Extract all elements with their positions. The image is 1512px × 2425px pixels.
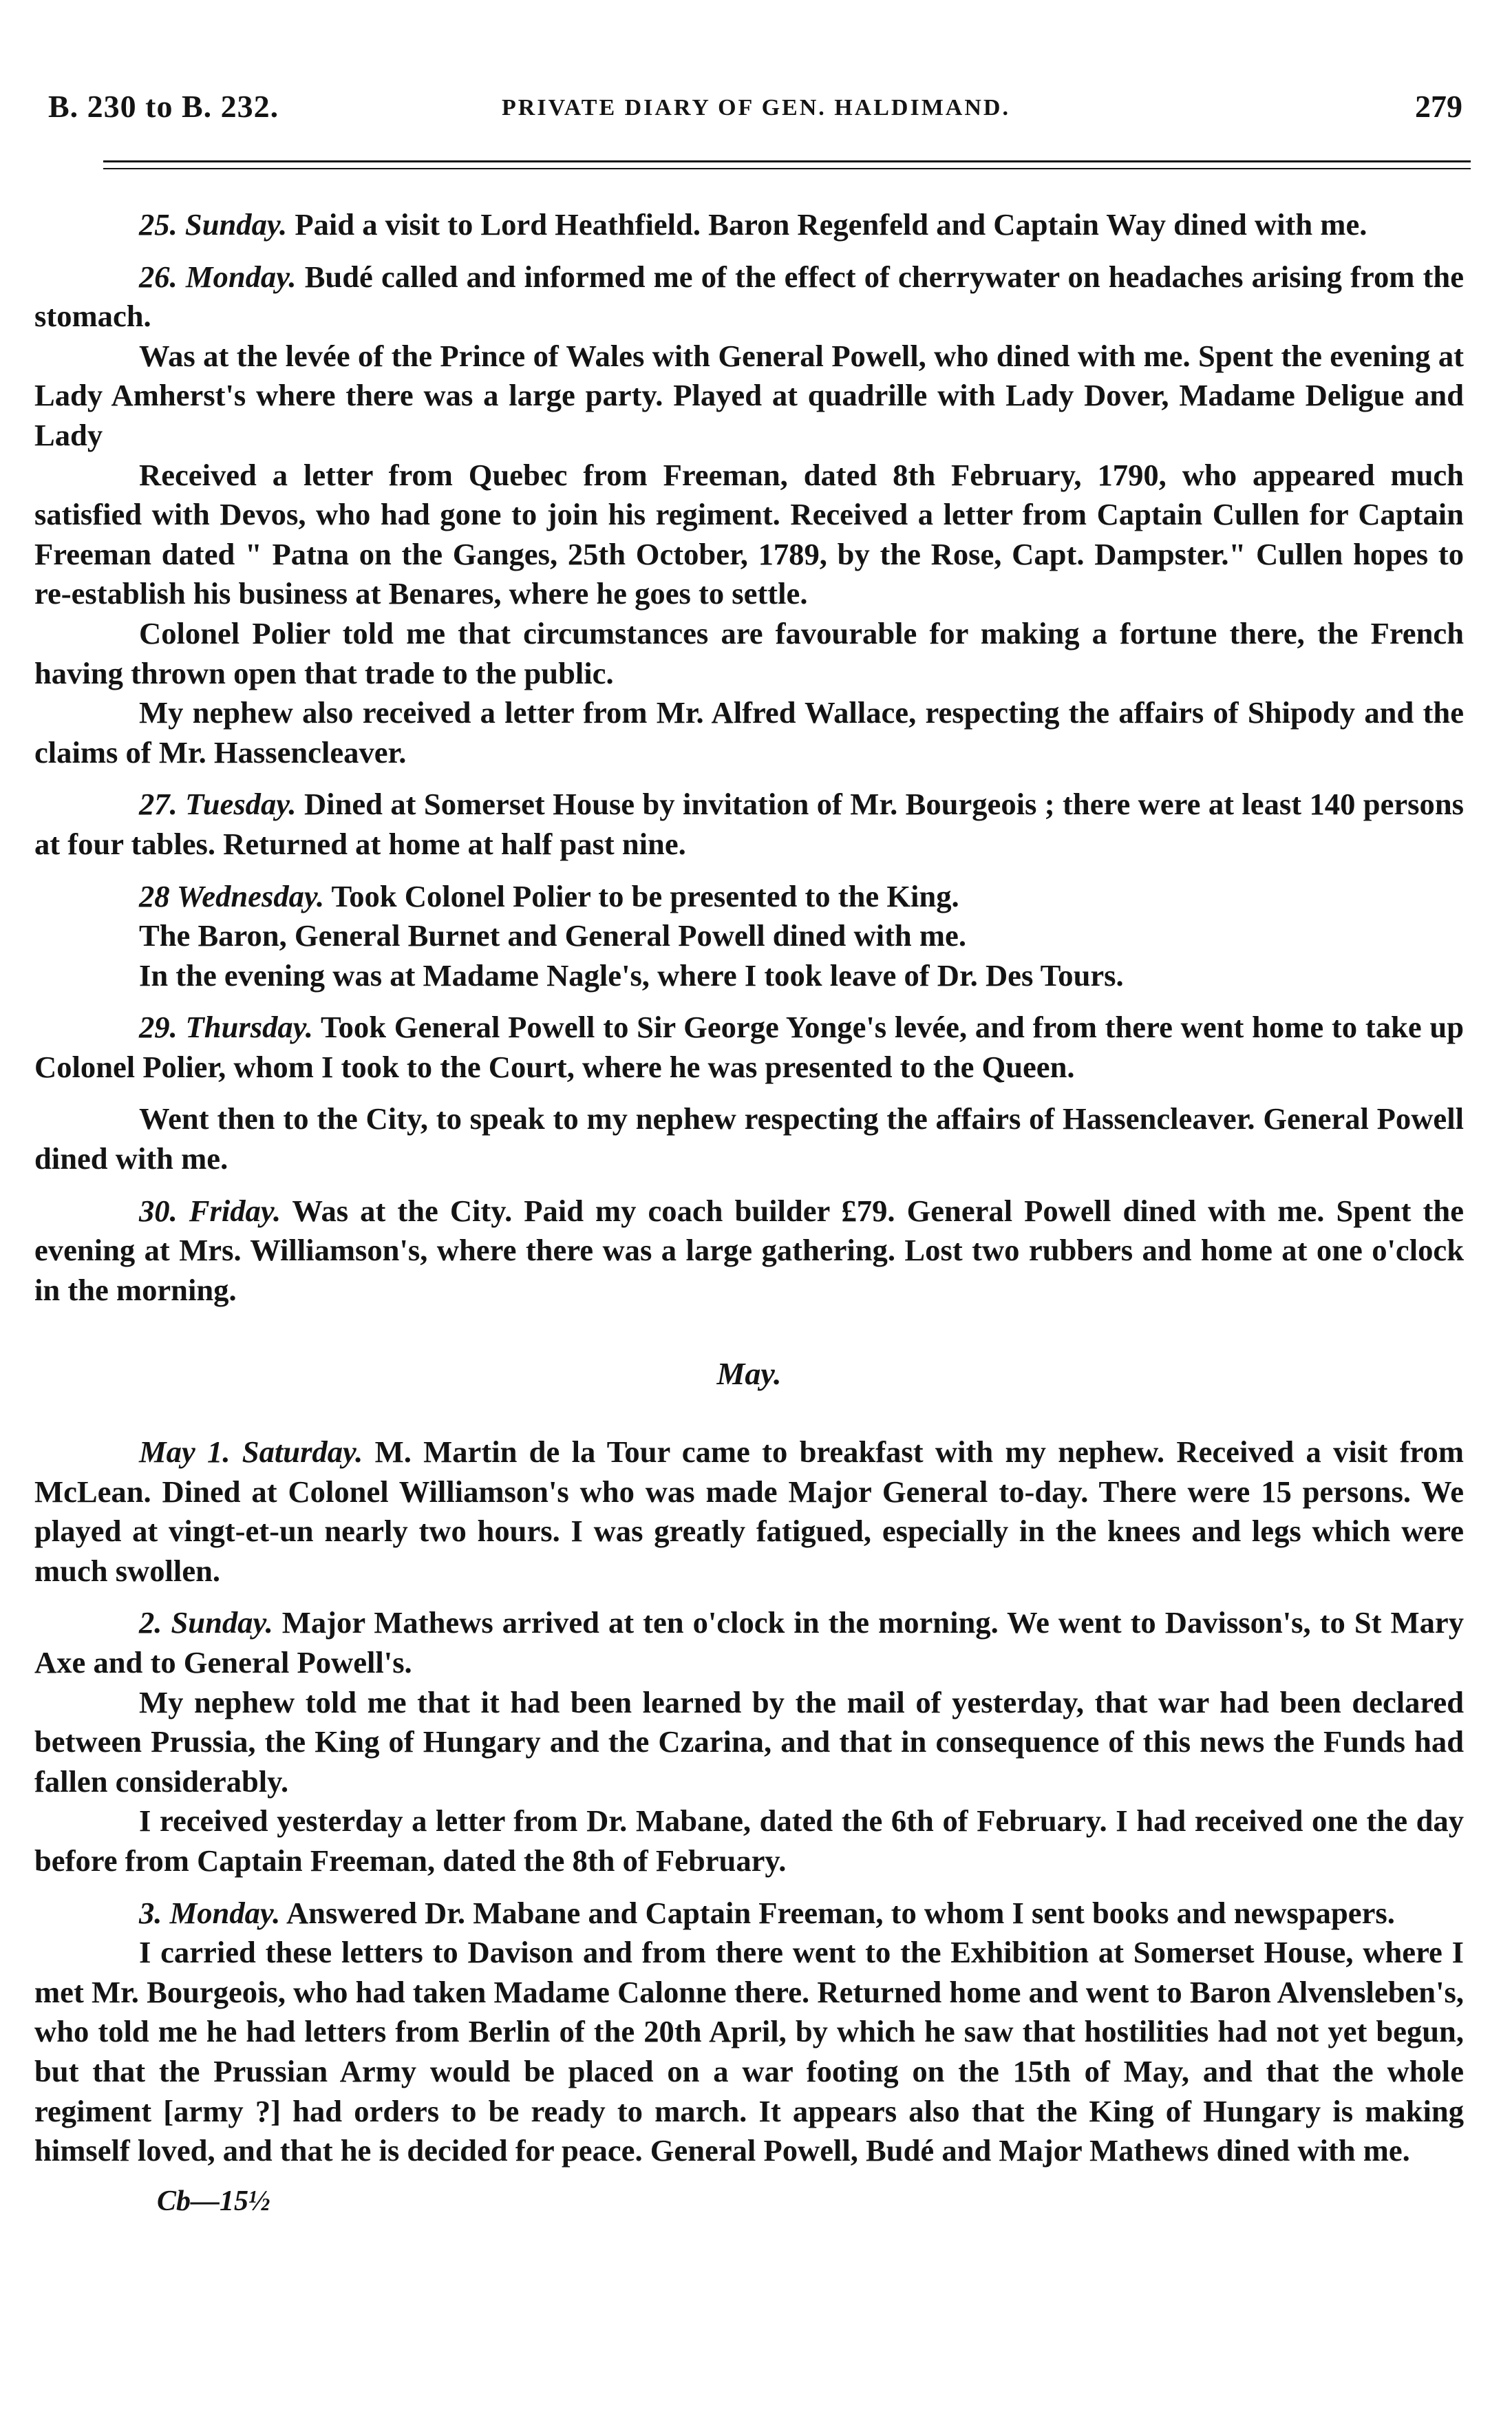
entry-date: 2. Sunday.	[139, 1605, 273, 1640]
diary-paragraph: 3. Monday. Answered Dr. Mabane and Captain Freeman, to whom I sent books and newspapers.	[139, 1895, 1395, 1930]
diary-paragraph: 25. Sunday. Paid a visit to Lord Heathfield. Baron Regenfeld and Captain Way dined with me.	[139, 207, 1367, 242]
entry-date: 29. Thursday.	[139, 1010, 313, 1045]
signature-mark: Cb—15½	[157, 2185, 270, 2217]
diary-paragraph: Was at the levée of the Prince of Wales with General Powell, who dined with me. Spent the evening at Lady Amherst's where there was a large party. Played at quadrille with Lady Dover, Madame Deligue and Lady	[34, 338, 1464, 452]
volume-reference: B. 230 to B. 232.	[48, 89, 279, 124]
diary-paragraph: The Baron, General Burnet and General Powell dined with me.	[139, 918, 966, 953]
diary-paragraph: In the evening was at Madame Nagle's, where I took leave of Dr. Des Tours.	[139, 957, 1124, 993]
diary-paragraph: 27. Tuesday. Dined at Somerset House by invitation of Mr. Bourgeois ; there were at least 140 persons at four tables. Returned at home at half past nine.	[34, 787, 1464, 861]
diary-paragraph: Went then to the City, to speak to my nephew respecting the affairs of Hassencleaver. General Powell dined with me.	[34, 1101, 1464, 1176]
diary-paragraph: My nephew told me that it had been learned by the mail of yesterday, that war had been declared between Prussia, the King of Hungary and the Czarina, and that in consequence of this news the Funds had fallen considerably.	[34, 1684, 1464, 1799]
entry-date: 28 Wednesday.	[139, 878, 325, 913]
diary-paragraph: 29. Thursday. Took General Powell to Sir George Yonge's levée, and from there went home to take up Colonel Polier, whom I took to the Court, where he was presented to the Queen.	[34, 1010, 1464, 1084]
diary-paragraph: I received yesterday a letter from Dr. Mabane, dated the 6th of February. I had received one the day before from Captain Freeman, dated the 8th of February.	[34, 1803, 1464, 1878]
diary-text	[34, 205, 1464, 2221]
month-heading: May.	[716, 1356, 782, 1392]
entry-date: May 1. Saturday.	[139, 1434, 363, 1470]
header-rule	[103, 160, 1471, 162]
running-head	[48, 88, 1464, 129]
running-title: PRIVATE DIARY OF GEN. HALDIMAND.	[502, 95, 1010, 120]
diary-paragraph: 2. Sunday. Major Mathews arrived at ten o'clock in the morning. We went to Davisson's, to St Mary Axe and to General Powell's.	[34, 1605, 1464, 1680]
page-number: 279	[1415, 89, 1462, 124]
diary-paragraph: Colonel Polier told me that circumstances are favourable for making a fortune there, the French having thrown open that trade to the public.	[34, 615, 1464, 690]
diary-paragraph: 30. Friday. Was at the City. Paid my coach builder £79. General Powell dined with me. Spent the evening at Mrs. Williamson's, where there was a large gathering. Lost two rubbers and home at one o'clock in the morning.	[34, 1193, 1464, 1307]
entry-date: 30. Friday.	[139, 1193, 281, 1228]
diary-paragraph: My nephew also received a letter from Mr. Alfred Wallace, respecting the affairs of Shipody and the claims of Mr. Hassencleaver.	[34, 695, 1464, 770]
diary-paragraph: 28 Wednesday. Took Colonel Polier to be presented to the King.	[139, 878, 959, 913]
entry-date: 27. Tuesday.	[139, 787, 297, 822]
diary-paragraph: I carried these letters to Davison and from there went to the Exhibition at Somerset House, where I met Mr. Bourgeois, who had taken Madame Calonne there. Returned home and went to Baron Alvensleben's, who told me he had letters from Berlin of the 20th April, by which he saw that hostilities had not yet begun, but that the Prussian Army would be placed on a war footing on the 15th of May, and that the whole regiment [army ?] had orders to be ready to march. It appears also that the King of Hungary is making himself loved, and that he is decided for peace. General Powell, Budé and Major Mathews dined with me.	[34, 1935, 1464, 2168]
entry-date: 26. Monday.	[139, 259, 297, 294]
entry-date: 3. Monday.	[139, 1895, 281, 1930]
diary-paragraph: May 1. Saturday. M. Martin de la Tour came to breakfast with my nephew. Received a visit from McLean. Dined at Colonel Williamson's who was made Major General to-day. There were 15 persons. We played at vingt-et-un nearly two hours. I was greatly fatigued, especially in the knees and legs which were much swollen.	[34, 1434, 1464, 1588]
diary-paragraph: 26. Monday. Budé called and informed me of the effect of cherrywater on headaches arising from the stomach.	[34, 259, 1465, 334]
entry-date: 25. Sunday.	[139, 207, 288, 242]
diary-paragraph: Received a letter from Quebec from Freeman, dated 8th February, 1790, who appeared much satisfied with Devos, who had gone to join his regiment. Received a letter from Captain Cullen for Captain Freeman dated " Patna on the Ganges, 25th October, 1789, by the Rose, Capt. Dampster." Cullen hopes to re-establish his business at Benares, where he goes to settle.	[34, 457, 1464, 611]
header-rule-thin	[103, 168, 1471, 169]
